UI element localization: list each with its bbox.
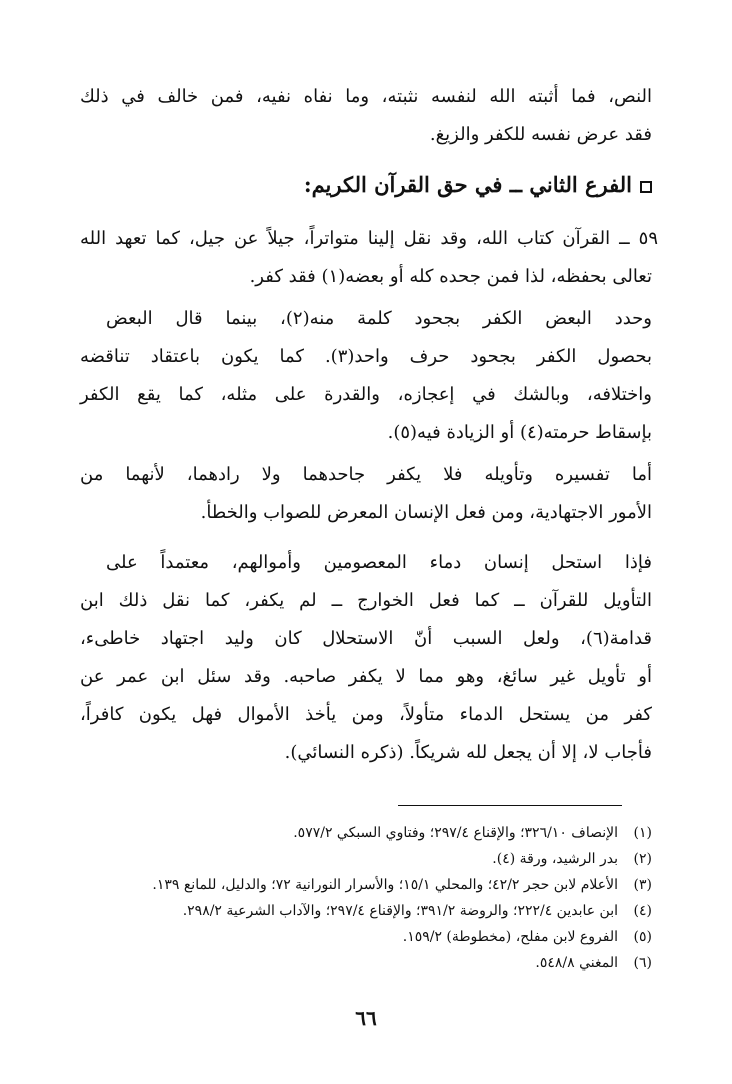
section-heading bbox=[80, 166, 652, 204]
footnote-text: الأعلام لابن حجر ٤٢/٢؛ والمحلي ١٥/١؛ والأسرار النورانية ٧٢؛ والدليل، للمانع ١٣٩. bbox=[152, 877, 618, 893]
text-line: تعالى بحفظه، لذا فمن جحده كله أو بعضه(١) فقد كفر. bbox=[249, 266, 652, 287]
text-line: كفر من يستحل الدماء متأولاً، ومن يأخذ الأموال فهل يكون كافراً، bbox=[80, 704, 652, 725]
page-number: ٦٦ bbox=[355, 1006, 377, 1030]
text-line: الأمور الاجتهادية، ومن فعل الإنسان المعرض للصواب والخطأ. bbox=[200, 502, 652, 523]
footnote-number: (٦) bbox=[633, 955, 652, 971]
footnote-text: المغني ٥٤٨/٨. bbox=[535, 955, 618, 971]
text-line: بحصول الكفر بجحود حرف واحد(٣). كما يكون باعتقاد تناقضه bbox=[80, 346, 652, 367]
footnote-text: بدر الرشيد، ورقة (٤). bbox=[492, 851, 618, 867]
footnote-number: (٤) bbox=[633, 903, 652, 919]
footnote-number: (١) bbox=[633, 825, 652, 841]
footnote bbox=[80, 950, 652, 976]
text-line: بإسقاط حرمته(٤) أو الزيادة فيه(٥). bbox=[387, 422, 652, 443]
footnote-number: (٢) bbox=[633, 851, 652, 867]
text-line: واختلافه، وبالشك في إعجازه، والقدرة على مثله، كما يقع الكفر bbox=[80, 384, 652, 405]
text-line: فإذا استحل إنسان دماء المعصومين وأموالهم، معتمداً على bbox=[106, 552, 652, 573]
text-line: فقد عرض نفسه للكفر والزيغ. bbox=[429, 124, 652, 145]
text-line: التأويل للقرآن ــ كما فعل الخوارج ــ لم يكفر، كما نقل ذلك ابن bbox=[80, 590, 652, 611]
footnote-text: الإنصاف ٣٢٦/١٠؛ والإقناع ٢٩٧/٤؛ وفتاوي السبكي ٥٧٧/٢. bbox=[293, 825, 618, 841]
footnote-text: الفروع لابن مفلح، (مخطوطة) ١٥٩/٢. bbox=[402, 929, 618, 945]
text-line: وحدد البعض الكفر بجحود كلمة منه(٢)، بينما قال البعض bbox=[106, 308, 652, 329]
text-line: فأجاب لا، إلا أن يجعل لله شريكاً. (ذكره النسائي). bbox=[284, 742, 652, 763]
text-line: أو تأويل غير سائغ، وهو مما لا يكفر صاحبه. وقد سئل ابن عمر عن bbox=[80, 666, 652, 687]
footnote bbox=[80, 924, 652, 950]
footnote bbox=[80, 820, 652, 846]
footnote bbox=[80, 846, 652, 872]
footnote-divider bbox=[398, 805, 622, 806]
footnote-text: ابن عابدين ٢٢٢/٤؛ والروضة ٣٩١/٢؛ والإقناع ٢٩٧/٤؛ والآداب الشرعية ٢٩٨/٢. bbox=[182, 903, 618, 919]
text-line: النص، فما أثبته الله لنفسه نثبته، وما نفاه نفيه، فمن خالف في ذلك bbox=[80, 86, 652, 107]
footnote bbox=[80, 898, 652, 924]
text-line: ٥٩ ــ القرآن كتاب الله، وقد نقل إلينا متواتراً، جيلاً عن جيل، كما تعهد الله bbox=[80, 228, 658, 249]
footnote-number: (٥) bbox=[633, 929, 652, 945]
footnote-number: (٣) bbox=[633, 877, 652, 893]
text-line: أما تفسيره وتأويله فلا يكفر جاحدهما ولا رادهما، لأنهما من bbox=[80, 464, 652, 485]
text-line: قدامة(٦)، ولعل السبب أنّ الاستحلال كان وليد اجتهاد خاطىء، bbox=[80, 628, 652, 649]
square-bullet-icon bbox=[640, 181, 652, 193]
footnote bbox=[80, 872, 652, 898]
section-heading-text: الفرع الثاني ــ في حق القرآن الكريم: bbox=[303, 172, 632, 197]
